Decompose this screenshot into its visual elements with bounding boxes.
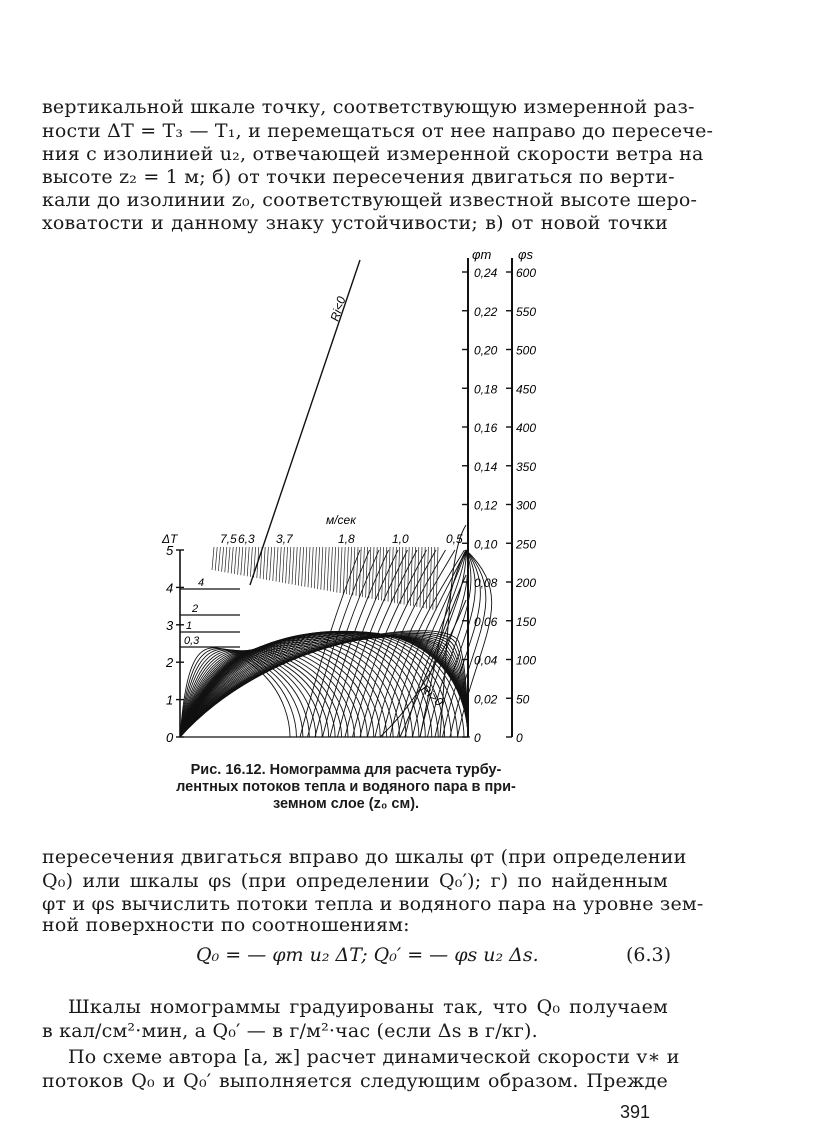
phi-s-tick-label: 550 [516,304,537,319]
text-line: Q₀) или шкалы φs (при определении Q₀′); г) по найденным [42,870,668,892]
hatch-line [346,547,348,594]
z0-label: 0,3 [184,635,200,647]
hatch-line [298,547,300,586]
phi-scale-ticks [462,266,536,745]
speed-label: 1,0 [392,532,409,546]
caption-line: Рис. 16.12. Номограмма для расчета турбу- [190,762,502,778]
phi-s-tick-label: 300 [516,498,537,513]
hatch-line [426,547,428,609]
caption-line: земном слое (z₀ см). [272,796,420,812]
phi-s-axis-title: φs [518,247,533,262]
hatch-line [234,547,236,574]
phi-s-tick-label: 500 [516,343,537,358]
caption-line: лентных потоков тепла и водяного пара в при- [176,779,516,795]
phi-t-tick-label: 0,14 [474,459,498,474]
phi-s-tick-label: 400 [516,421,537,435]
speed-label: 7,5 [220,532,237,546]
phi-s-tick-label: 50 [516,692,530,707]
text-line: кали до изолинии z₀, соответствующей известной высоте шеро- [42,189,698,211]
hatch-line [212,547,214,570]
text-line: вертикальной шкале точку, соответствующую измеренной раз- [42,96,695,118]
phi-t-tick-label: 0,24 [474,266,498,280]
hatch-line [401,547,403,604]
hatch-line [218,547,220,571]
hatch-line [372,547,374,599]
hatch-line [311,547,313,588]
hatch-line [238,547,240,575]
formula: Q₀ = — φт u₂ ΔT; Q₀′ = — φs u₂ Δs. [196,944,539,966]
text-line: пересечения двигаться вправо до шкалы φт (при определении [42,846,687,868]
nomogram-curves [180,525,492,737]
hatch-line [382,547,384,601]
hatch-line [279,547,281,582]
delta-t-tick-label: 4 [166,580,174,596]
phi-t-tick-label: 0,16 [474,421,498,435]
hatch-line [292,547,294,584]
phi-s-tick-label: 200 [516,576,537,590]
hatch-line [247,547,249,576]
phi-s-tick-label: 150 [516,614,537,629]
phi-t-tick-label: 0,04 [474,653,498,668]
delta-t-tick-label: 1 [166,692,174,708]
hatch-line [228,547,230,573]
phi-s-tick-label: 600 [516,266,537,280]
speed-labels [220,532,463,546]
hatch-line [222,547,224,572]
hatch-line [273,547,275,581]
hatch-line [225,547,227,572]
isoline-curve [345,550,417,737]
phi-s-tick-label: 100 [516,653,537,668]
phi-s-tick-label: 350 [516,459,537,474]
speed-label: 3,7 [276,532,293,546]
delta-t-tick-label: 2 [166,655,174,671]
phi-t-tick-label: 0,10 [474,537,498,552]
hatch-line [215,547,217,571]
speed-units-label: м/сек [326,513,356,527]
phi-s-tick-label: 250 [516,537,537,552]
hatch-line [330,547,332,591]
hatch-line [366,547,368,598]
hatch-line [289,547,291,584]
phi-t-tick-label: 0,06 [474,614,498,629]
speed-label: 1,8 [338,532,355,546]
text-line: ности ΔT = T₃ — T₁, и перемещаться от нее направо до пересече- [42,120,714,142]
nomogram-figure [0,240,832,760]
hatch-line [231,547,233,573]
text-line: в кал/см²·мин, а Q₀′ — в г/м²·час (если Δs в г/кг). [42,1020,538,1042]
hatch-line [276,547,278,582]
phi-t-tick-label: 0,02 [474,692,498,707]
hatch-line [324,547,326,590]
hatch-line [420,547,422,607]
hatch-line [327,547,329,591]
text-line: ной поверхности по соотношениям: [42,914,410,936]
page-number: 391 [620,1102,651,1122]
ri-negative-label: Ri<0 [327,294,349,323]
z0-label: 1 [186,620,193,632]
phi-t-axis-title: φт [472,247,492,262]
hatch-line [270,547,272,580]
text-line: потоков Q₀ и Q₀′ выполняется следующим образом. Прежде [42,1070,668,1092]
speed-label: 0,5 [446,532,463,546]
hatch-line [391,547,393,602]
hatch-line [244,547,246,576]
hatch-line [375,547,377,599]
hatch-line [282,547,284,583]
phi-s-tick-label: 450 [516,382,537,397]
hatch-line [250,547,252,577]
text-line: ния с изолинией u₂, отвечающей измеренной скорости ветра на [42,143,704,165]
hatch-line [302,547,304,586]
speed-label: 6,3 [238,532,255,546]
hatch-line [263,547,265,579]
delta-t-tick-label: 3 [166,617,174,633]
phi-t-tick-label: 0 [474,731,481,745]
hatch-line [286,547,288,583]
hatch-line [308,547,310,587]
phi-t-tick-label: 0,18 [474,382,498,397]
hatch-line [350,547,352,595]
hatch-line [321,547,323,590]
hatch-line [318,547,320,589]
phi-t-tick-label: 0,22 [474,304,498,319]
equation-number: (6.3) [626,944,672,966]
text-line: φт и φs вычислить потоки тепла и водяного пара на уровне зем- [42,893,704,915]
hatch-line [407,547,409,605]
hatch-line [398,547,400,603]
delta-t-axis-title: ΔT [162,532,178,546]
z0-label: 4 [198,577,205,589]
phi-s-tick-label: 0 [516,731,523,745]
hatch-line [388,547,390,602]
phi-t-tick-label: 0,20 [474,343,498,358]
hatch-line [266,547,268,580]
hatch-line [343,547,345,594]
hatch-line [305,547,307,587]
hatch-line [314,547,316,588]
z0-label: 2 [192,603,199,615]
delta-t-tick-label: 5 [166,543,174,558]
ri-positive-label: Ri>0 [417,681,446,709]
delta-t-ticks [165,543,184,745]
text-line: ховатости и данному знаку устойчивости; в) от новой точки [42,212,668,234]
hatch-line [334,547,336,592]
text-line: Шкалы номограммы градуированы так, что Q₀ получаем [68,996,668,1018]
delta-t-tick-label: 0 [166,730,174,745]
hatch-line [295,547,297,585]
hatch-line [362,547,364,597]
z0-labels [180,577,240,647]
text-line: По схеме автора [а, ж] расчет динамической скорости v∗ и [68,1046,680,1068]
hatch-line [337,547,339,592]
phi-t-tick-label: 0,12 [474,498,498,513]
phi-t-tick-label: 0,08 [474,576,498,590]
hatch-line [241,547,243,575]
hatch-line [340,547,342,593]
text-line: высоте z₂ = 1 м; б) от точки пересечения двигаться по верти- [42,166,675,188]
hatch-line [356,547,358,596]
hatch-line [378,547,380,600]
